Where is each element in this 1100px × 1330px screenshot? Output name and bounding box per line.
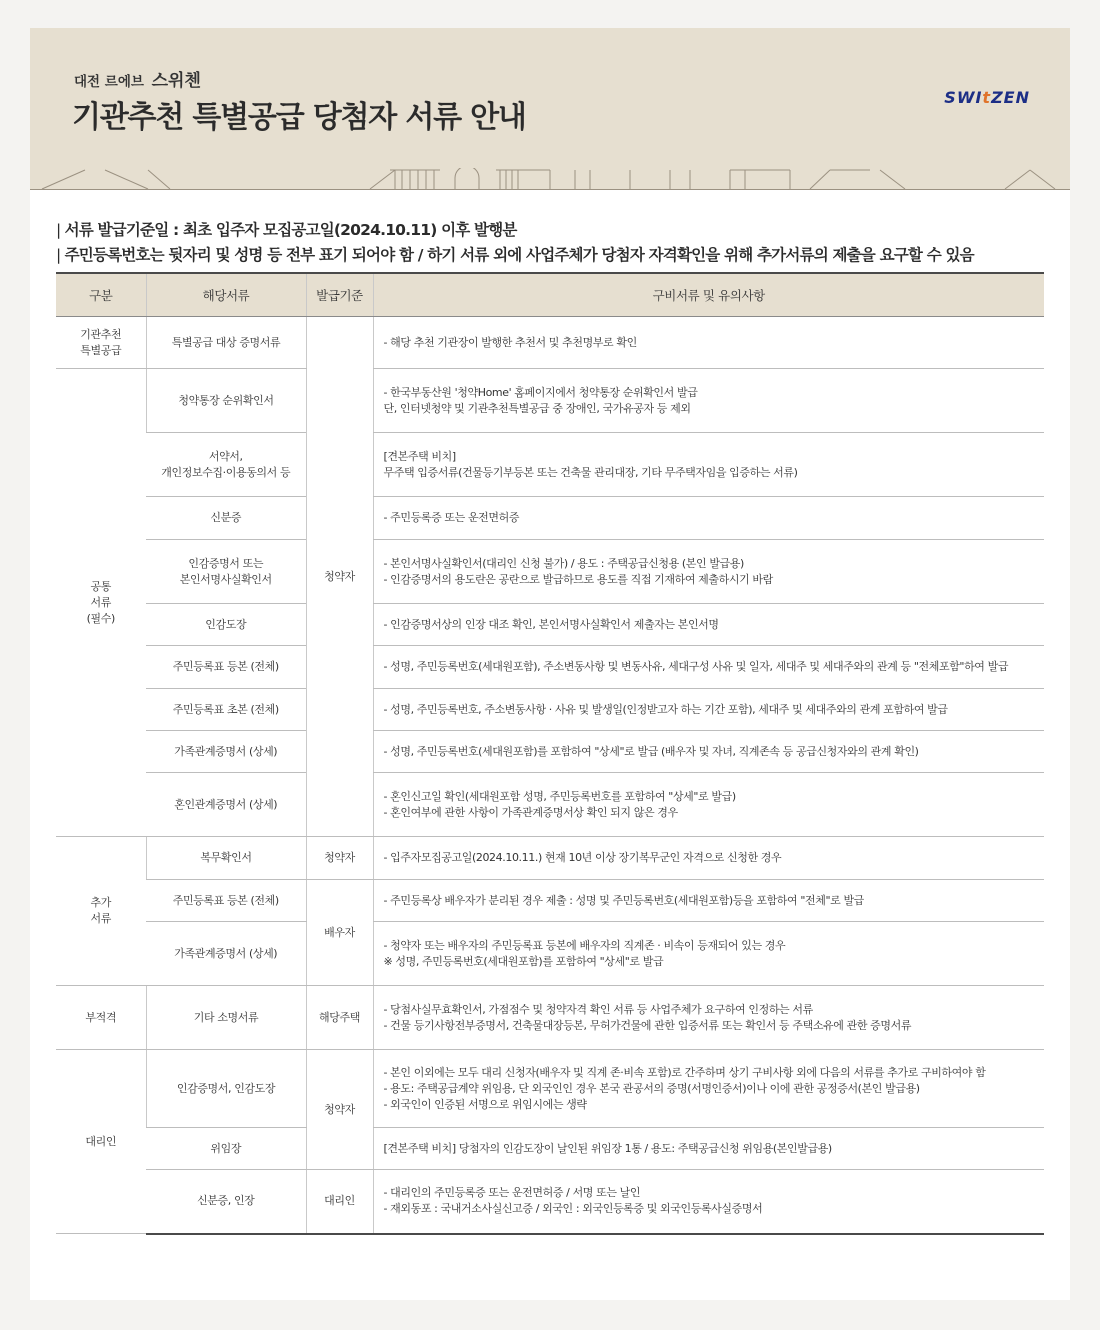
doc-cell: 인감도장 [146,604,306,646]
doc-cell: 인감증명서 또는 본인서명사실확인서 [146,540,306,604]
table-row [56,1128,1044,1170]
group-ineligible: 부적격 [56,986,146,1050]
note-cell: - 성명, 주민등록번호(세대원포함)를 포함하여 "상세"로 발급 (배우자 및 자녀, 직계존속 등 공급신청자와의 관계 확인) [373,731,1044,773]
header-ornament [30,168,1070,190]
table-header-row [56,273,1044,317]
table-row [56,922,1044,986]
notice-resident-number: | 주민등록번호는 뒷자리 및 성명 등 전부 표기 되어야 함 / 하기 서류 외에 사업주체가 당첨자 자격확인을 위해 추가서류의 제출을 요구할 수 있음 [56,243,1056,268]
logo-tail: ZEN [991,88,1030,107]
doc-cell: 위임장 [146,1128,306,1170]
group-additional: 추가 서류 [56,837,146,986]
table-row [56,540,1044,604]
table-row [56,837,1044,880]
doc-cell: 신분증, 인장 [146,1170,306,1234]
note-cell: - 입주자모집공고일(2024.10.11.) 현재 10년 이상 장기복무군인 자격으로 신청한 경우 [373,837,1044,880]
doc-cell: 복무확인서 [146,837,306,880]
subtitle-brand: 스위첸 [151,71,201,91]
issuer-applicant-3: 청약자 [306,1050,373,1170]
issuer-agent: 대리인 [306,1170,373,1234]
table-row [56,317,1044,369]
note-cell: - 본인서명사실확인서(대리인 신청 불가) / 용도 : 주택공급신청용 (본인 발급용) - 인감증명서의 용도란은 공란으로 발급하므로 용도를 직접 기재하여 제출하시기 바람 [373,540,1044,604]
note-cell: - 청약자 또는 배우자의 주민등록표 등본에 배우자의 직계존 · 비속이 등재되어 있는 경우 ※ 성명, 주민등록번호(세대원포함)를 포함하여 "상세"로 발급 [373,922,1044,986]
note-cell: - 혼인신고일 확인(세대원포함 성명, 주민등록번호를 포함하여 "상세"로 발급) - 혼인여부에 관한 사항이 가족관계증명서상 확인 되지 않은 경우 [373,773,1044,837]
issuer-spouse: 배우자 [306,880,373,986]
notice-issue-date: | 서류 발급기준일 : 최초 입주자 모집공고일(2024.10.11) 이후 발행분 [56,218,1056,243]
table-row [56,1050,1044,1128]
note-cell: - 본인 이외에는 모두 대리 신청자(배우자 및 직계 존·비속 포함)로 간주하며 상기 구비사항 외에 다음의 서류를 추가로 구비하여야 함 - 용도: 주택공급계약 위임용, 단 외국인인 경우 본국 관공서의 증명(서명인증서)이나 이에 관한 공정증서(본인 발급용) - 외국인이 인증된 서명으로 위임시에는 생략 [373,1050,1044,1128]
table-row [56,497,1044,540]
header-category: 구분 [56,273,146,317]
note-cell: - 해당 추천 기관장이 발행한 추천서 및 추천명부로 확인 [373,317,1044,369]
header-document: 해당서류 [146,273,306,317]
table-row [56,604,1044,646]
table-row [56,773,1044,837]
logo-main: SWI [944,88,983,107]
group-institution: 기관추천 특별공급 [56,317,146,369]
table-row [56,986,1044,1050]
table-row [56,1170,1044,1234]
table-row [56,731,1044,773]
note-cell: - 주민등록증 또는 운전면허증 [373,497,1044,540]
note-cell: [견본주택 비치] 당첨자의 인감도장이 날인된 위임장 1통 / 용도: 주택공급신청 위임용(본인발급용) [373,1128,1044,1170]
note-cell: - 당첨사실무효확인서, 가점점수 및 청약자격 확인 서류 등 사업주체가 요구하여 인정하는 서류 - 건물 등기사항전부증명서, 건축물대장등본, 무허가건물에 관한 입증서류 또는 확인서 등 주택소유에 관한 증명서류 [373,986,1044,1050]
header-banner [30,28,1070,190]
table-row [56,689,1044,731]
notice-list [56,218,1056,268]
switzen-logo [944,88,1030,107]
doc-cell: 가족관계증명서 (상세) [146,731,306,773]
project-subtitle [74,66,201,91]
table-row [56,369,1044,433]
table-row [56,433,1044,497]
doc-cell: 주민등록표 초본 (전체) [146,689,306,731]
doc-cell: 신분증 [146,497,306,540]
table-row [56,880,1044,922]
doc-cell: 청약통장 순위확인서 [146,369,306,433]
doc-cell: 가족관계증명서 (상세) [146,922,306,986]
note-cell: - 대리인의 주민등록증 또는 운전면허증 / 서명 또는 날인 - 재외동포 : 국내거소사실신고증 / 외국인 : 외국인등록증 및 외국인등록사실증명서 [373,1170,1044,1234]
doc-cell: 인감증명서, 인감도장 [146,1050,306,1128]
doc-cell: 기타 소명서류 [146,986,306,1050]
note-cell: - 인감증명서상의 인장 대조 확인, 본인서명사실확인서 제출자는 본인서명 [373,604,1044,646]
doc-cell: 주민등록표 등본 (전체) [146,646,306,689]
note-cell: - 주민등록상 배우자가 분리된 경우 제출 : 성명 및 주민등록번호(세대원포함)등을 포함하여 "전체"로 발급 [373,880,1044,922]
group-common: 공통 서류 (필수) [56,369,146,837]
doc-cell: 서약서, 개인정보수집·이용동의서 등 [146,433,306,497]
doc-cell: 주민등록표 등본 (전체) [146,880,306,922]
note-cell: - 성명, 주민등록번호, 주소변동사항 · 사유 및 발생일(인정받고자 하는 기간 포함), 세대주 및 세대주와의 관계 포함하여 발급 [373,689,1044,731]
documents-table [56,272,1044,1235]
doc-cell: 특별공급 대상 증명서류 [146,317,306,369]
group-agent: 대리인 [56,1050,146,1234]
doc-cell: 혼인관계증명서 (상세) [146,773,306,837]
issuer-applicant: 청약자 [306,317,373,837]
note-cell: - 성명, 주민등록번호(세대원포함), 주소변동사항 및 변동사유, 세대구성 사유 및 일자, 세대주 및 세대주와의 관계 등 "전체포함"하여 발급 [373,646,1044,689]
note-cell: - 한국부동산원 '청약Home' 홈페이지에서 청약통장 순위확인서 발급 단, 인터넷청약 및 기관추천특별공급 중 장애인, 국가유공자 등 제외 [373,369,1044,433]
page-title: 기관추천 특별공급 당첨자 서류 안내 [72,100,526,135]
header-issuer: 발급기준 [306,273,373,317]
logo-accent: t [982,88,992,107]
note-cell: [견본주택 비치] 무주택 입증서류(건물등기부등본 또는 건축물 관리대장, 기타 무주택자임을 입증하는 서류) [373,433,1044,497]
subtitle-prefix: 대전 르에브 [74,74,144,90]
table-row [56,646,1044,689]
issuer-applicant-2: 청약자 [306,837,373,880]
issuer-housing: 해당주택 [306,986,373,1050]
document-card [30,28,1070,1300]
header-notes: 구비서류 및 유의사항 [373,273,1044,317]
